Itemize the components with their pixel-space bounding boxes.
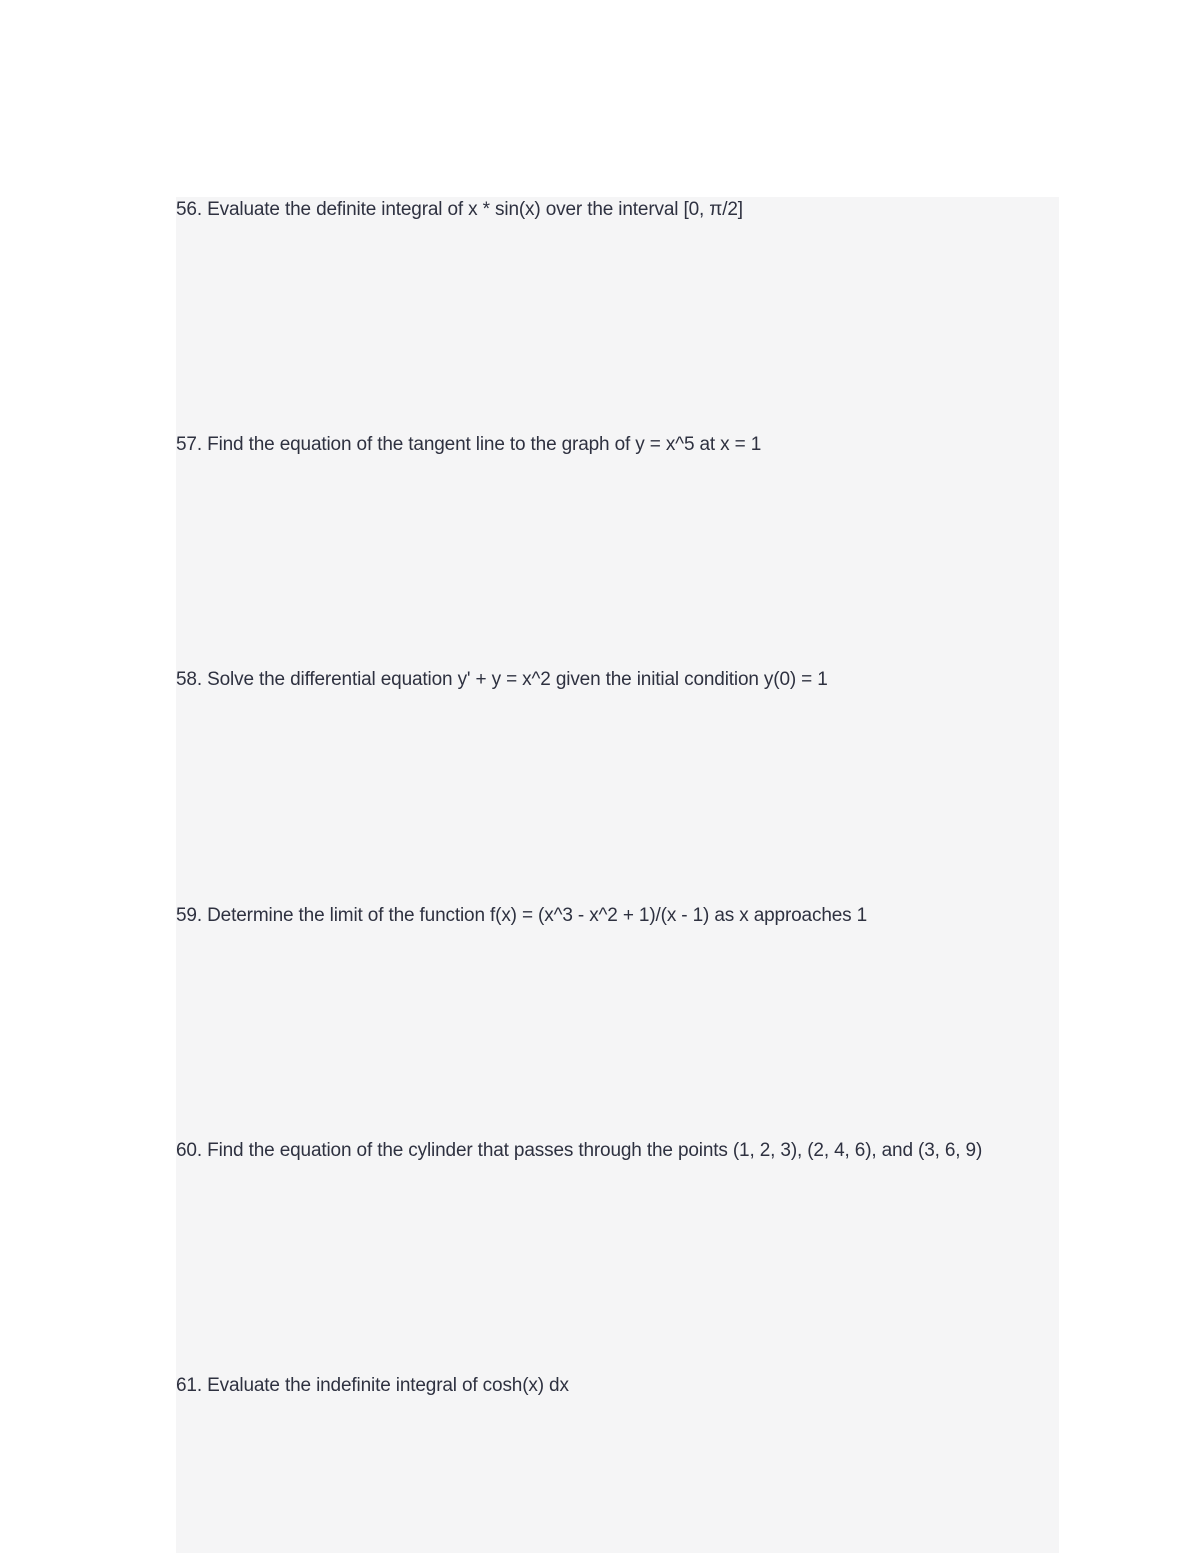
question-number: 60.: [176, 1140, 202, 1161]
question-text: Find the equation of the cylinder that passes through the points (1, 2, 3), (2, 4, 6), and (3, 6, 9): [207, 1140, 983, 1161]
question-panel: [176, 197, 1059, 1553]
question-item-60: [176, 1138, 1059, 1164]
question-number: 58.: [176, 669, 202, 690]
question-item-59: [176, 903, 1059, 929]
question-number: 61.: [176, 1375, 202, 1396]
question-number: 56.: [176, 199, 202, 220]
question-item-56: [176, 197, 1059, 223]
question-item-61: [176, 1373, 1059, 1399]
question-item-58: [176, 667, 1059, 693]
question-item-57: [176, 432, 1059, 458]
question-text: Determine the limit of the function f(x) = (x^3 - x^2 + 1)/(x - 1) as x approaches 1: [207, 905, 868, 926]
question-text: Find the equation of the tangent line to the graph of y = x^5 at x = 1: [207, 434, 762, 455]
question-text: Solve the differential equation y' + y = x^2 given the initial condition y(0) = 1: [207, 669, 828, 690]
question-text: Evaluate the definite integral of x * sin(x) over the interval [0, π/2]: [207, 199, 743, 220]
question-number: 57.: [176, 434, 202, 455]
question-text: Evaluate the indefinite integral of cosh(x) dx: [207, 1375, 569, 1396]
question-number: 59.: [176, 905, 202, 926]
